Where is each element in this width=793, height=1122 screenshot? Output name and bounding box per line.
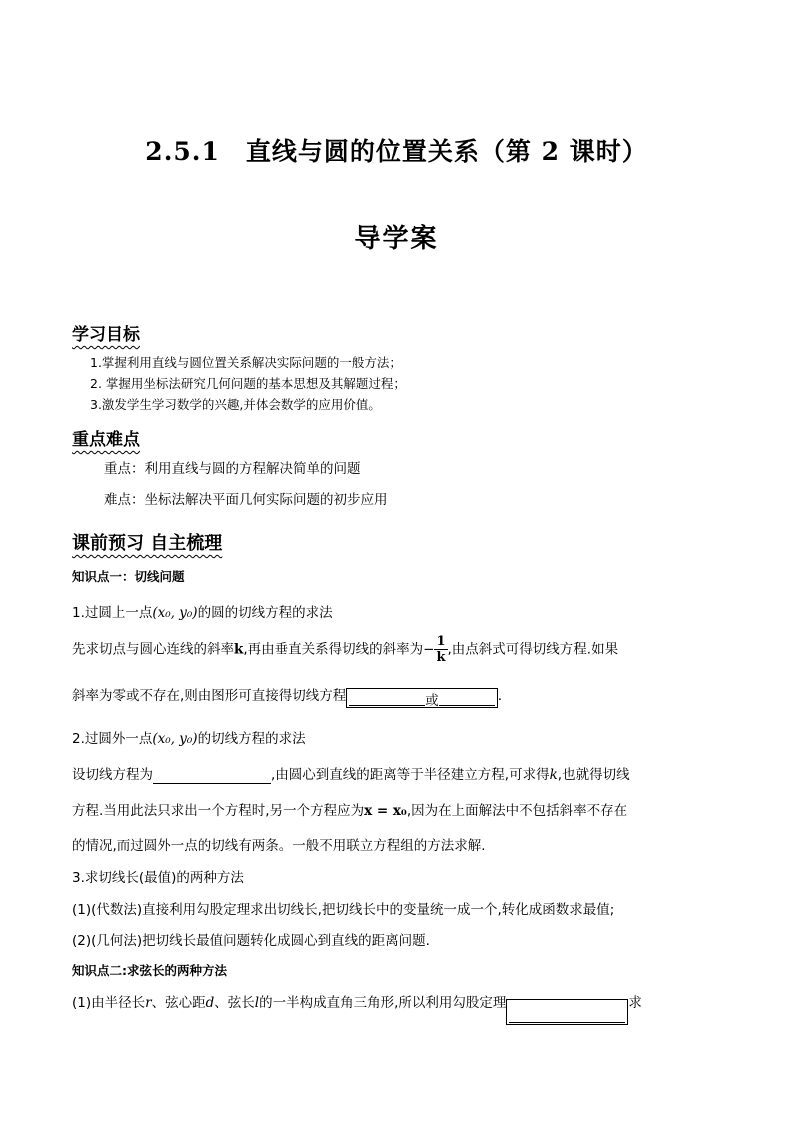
blank-tangent-equation[interactable] [153, 767, 271, 784]
blank-pythagoras[interactable] [509, 1000, 625, 1023]
page-subtitle: 导学案 [354, 224, 439, 254]
blank-1[interactable] [349, 689, 425, 706]
line-slope-method: 先求切点与圆心连线的斜率k,再由垂直关系得切线的斜率为− $\frac{1}{k}$ ,由点斜式可得切线方程.如果 [72, 634, 619, 665]
line-tangent-outside: 2.过圆外一点(x₀, y₀)的切线方程的求法 [72, 731, 306, 747]
knowledge-point-2-title: 知识点二:求弦长的两种方法 [72, 963, 227, 978]
line-algebraic-method: (1)(代数法)直接利用勾股定理求出切线长,把切线长中的变量统一成一个,转化成函数求最值; [72, 902, 615, 918]
section-heading-key-points: 重点难点 [72, 430, 140, 450]
line-second-equation: 方程.当用此法只求出一个方程时,另一个方程应为x = x₀,因为在上面解法中不包括斜率不存在 [72, 803, 628, 819]
line-two-tangents: 的情况,而过圆外一点的切线有两条。一般不用联立方程组的方法求解. [72, 838, 486, 854]
page-title: 2.5.1 直线与圆的位置关系（第 2 课时） [145, 137, 648, 166]
line-special-slope: 斜率为零或不存在,则由图形可直接得切线方程 或 . [72, 688, 503, 709]
line-chord-length: (1)由半径长r、弦心距d、弦长l的一半构成直角三角形,所以利用勾股定理 求 [72, 991, 642, 1025]
line-tangent-equation: 设切线方程为 ,由圆心到直线的距离等于半径建立方程,可求得k,也就得切线 [72, 767, 630, 783]
goal-item-2: 2. 掌握用坐标法研究几何问题的基本思想及其解题过程； [90, 376, 406, 391]
goal-item-3: 3.激发学生学习数学的兴趣,并体会数学的应用价值。 [90, 397, 381, 412]
fraction-one-over-k: $\frac{1}{k}$ [436, 634, 446, 665]
line-geometric-method: (2)(几何法)把切线长最值问题转化成圆心到直线的距离问题. [72, 933, 430, 949]
section-heading-preview: 课前预习 自主梳理 [72, 533, 223, 554]
goal-item-1: 1.掌握利用直线与圆位置关系解决实际问题的一般方法； [90, 355, 402, 370]
difficulty-text: 难点：坐标法解决平面几何实际问题的初步应用 [104, 492, 388, 508]
answer-box-tangent[interactable]: 或 [346, 688, 498, 708]
blank-2[interactable] [439, 689, 495, 706]
focus-text: 重点：利用直线与圆的方程解决简单的问题 [104, 461, 361, 477]
line-tangent-length-methods: 3.求切线长(最值)的两种方法 [72, 870, 244, 886]
point-expression: (x₀, y₀) [152, 605, 198, 621]
answer-box-pythagoras[interactable] [506, 999, 628, 1025]
knowledge-point-1-title: 知识点一：切线问题 [72, 569, 185, 584]
section-heading-goals: 学习目标 [72, 325, 140, 345]
line-tangent-on-circle: 1.过圆上一点(x₀, y₀)的圆的切线方程的求法 [72, 605, 333, 621]
